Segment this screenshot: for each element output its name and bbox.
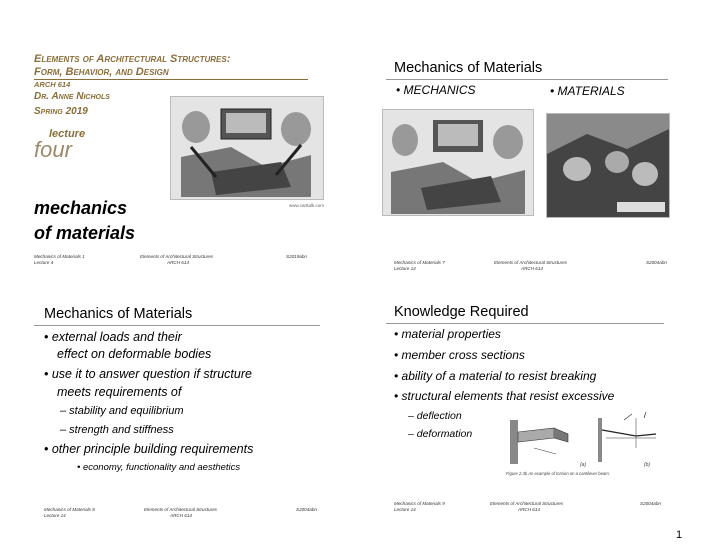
footer-mid-2: ARCH 614	[167, 260, 189, 265]
title-divider	[386, 79, 668, 80]
sub-strength: – strength and stiffness	[60, 424, 174, 436]
subsub-economy: • economy, functionality and aesthetics	[77, 462, 241, 473]
footer-mid: Elements of Architectural Structures	[140, 254, 214, 259]
slide-title: Knowledge Required	[394, 304, 529, 320]
slide-4	[360, 278, 720, 557]
image-credit: www.carttalk.com	[289, 203, 325, 208]
course-title-line1: Elements of Architectural Structures:	[34, 53, 231, 65]
footer-left-2: Lecture 14	[394, 266, 416, 271]
slide-footer	[394, 260, 668, 274]
sub-deformation: – deformation	[408, 428, 473, 440]
footer-left: Mechanics of Materials 9	[394, 501, 445, 506]
bullet-answer-question-cont: meets requirements of	[57, 385, 182, 399]
footer-left-2: Lecture 14	[44, 513, 66, 518]
slide-title: Mechanics of Materials	[394, 60, 543, 76]
bullet-resist-breaking: • ability of a material to resist breaking	[394, 369, 597, 383]
footer-mid: Elements of Architectural Structures	[494, 260, 568, 265]
bullet-material-properties: • material properties	[394, 327, 501, 341]
slide-title: Mechanics of Materials	[44, 306, 193, 322]
bullet-resist-excessive: • structural elements that resist excessive	[394, 389, 615, 403]
footer-mid-2: ARCH 614	[170, 513, 192, 518]
page-number: 1	[676, 529, 683, 541]
slide-footer	[44, 507, 320, 521]
course-code: ARCH 614	[34, 80, 71, 89]
footer-mid: Elements of Architectural Structures	[144, 507, 218, 512]
title-divider	[386, 323, 664, 324]
topic-line1: mechanics	[34, 198, 128, 218]
slide-footer	[34, 254, 308, 268]
bullet-external-loads: • external loads and their	[44, 330, 182, 344]
bullet-other-requirements: • other principle building requirements	[44, 442, 254, 456]
semester: Spring 2019	[34, 106, 88, 117]
slide-3	[0, 278, 360, 557]
lecture-label: lecture	[49, 128, 86, 140]
bullet-mechanics: • MECHANICS	[396, 83, 476, 97]
sub-deflection: – deflection	[408, 410, 462, 422]
footer-right: S2004abn	[646, 260, 667, 265]
footer-right: S2004abn	[640, 501, 661, 506]
mechanics-cartoon-image	[382, 109, 534, 216]
materials-cartoon-image	[546, 113, 670, 218]
footer-right: S2004abn	[296, 507, 317, 512]
bullet-materials: • MATERIALS	[550, 84, 625, 98]
footer-mid-2: ARCH 614	[521, 266, 543, 271]
footer-left-2: Lecture 4	[34, 260, 54, 265]
footer-left-2: Lecture 14	[394, 507, 416, 512]
footer-mid: Elements of Architectural Structures	[490, 501, 564, 506]
footer-right: S2019abn	[286, 254, 307, 259]
course-title-line2: Form, Behavior, and Design	[34, 66, 169, 78]
svg-text:(b): (b)	[644, 462, 651, 468]
slide-2	[360, 0, 720, 278]
bullet-external-loads-cont: effect on deformable bodies	[57, 347, 212, 361]
svg-text:(a): (a)	[580, 462, 587, 468]
slide-1	[0, 0, 360, 278]
title-divider	[34, 325, 320, 326]
topic-line2: of materials	[34, 223, 136, 243]
slide-footer	[394, 501, 664, 515]
figure-caption: Figure 2.3b An example of torsion on a cantilever beam.	[506, 471, 610, 476]
title-divider	[34, 79, 308, 80]
torsion-figure	[506, 408, 666, 483]
footer-left: Mechanics of Materials 8	[44, 507, 95, 512]
sub-stability: – stability and equilibrium	[60, 405, 184, 417]
instructor-name: Dr. Anne Nichols	[34, 91, 110, 102]
footer-left: Mechanics of Materials 7	[394, 260, 445, 265]
welding-cartoon-image	[170, 96, 324, 200]
bullet-answer-question: • use it to answer question if structure	[44, 367, 252, 381]
lecture-number: four	[34, 137, 72, 162]
footer-left: Mechanics of Materials 1	[34, 254, 85, 259]
bullet-cross-sections: • member cross sections	[394, 348, 525, 362]
footer-mid-2: ARCH 614	[518, 507, 540, 512]
